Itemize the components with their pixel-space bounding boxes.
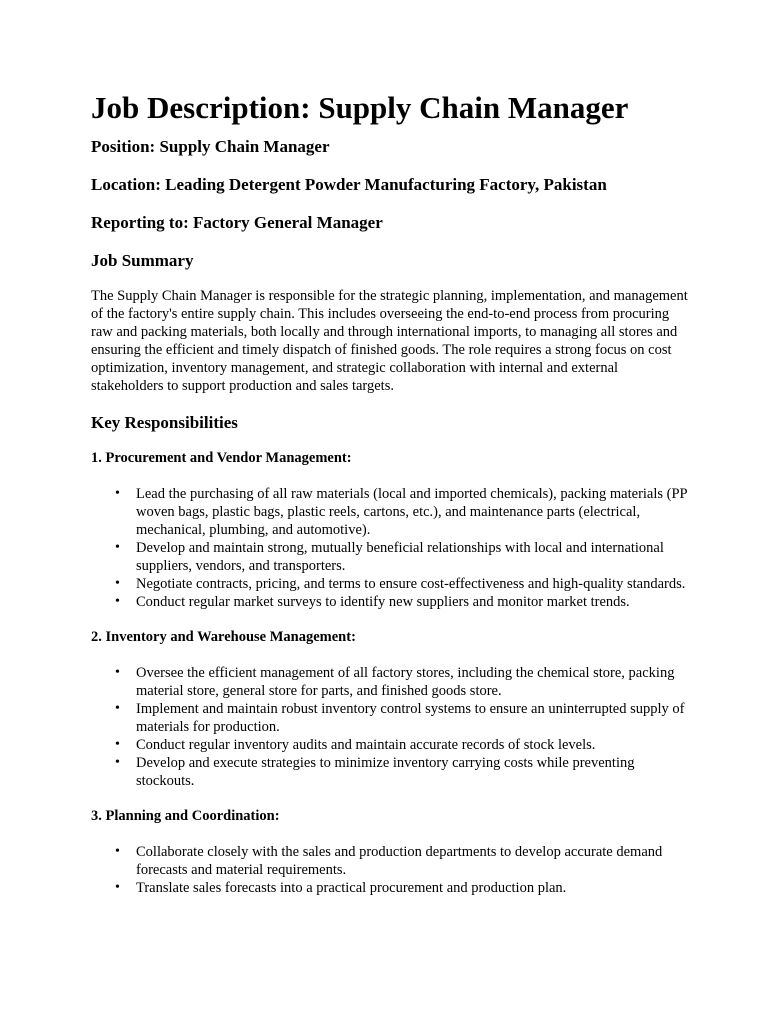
bullet-icon: • <box>115 540 120 555</box>
bullet-icon: • <box>115 701 120 716</box>
bullet-list <box>91 843 691 897</box>
bullet-icon: • <box>115 755 120 770</box>
location-line: Location: Leading Detergent Powder Manufacturing Factory, Pakistan <box>91 175 607 194</box>
list-item: • Conduct regular market surveys to identify new suppliers and monitor market trends. <box>115 594 630 610</box>
list-item: • Collaborate closely with the sales and production departments to develop accurate demand forecasts and material requirements. <box>115 844 663 878</box>
document-title: Job Description: Supply Chain Manager <box>91 90 629 125</box>
list-item: • Lead the purchasing of all raw materials (local and imported chemicals), packing materials (PP woven bags, plastic bags, plastic reels, cartons, etc.), and maintenance parts (electrical, mechanical, plumbing, and automotive). <box>115 486 688 538</box>
position-line: Position: Supply Chain Manager <box>91 137 330 156</box>
section-heading: 3. Planning and Coordination: <box>91 808 280 824</box>
list-item: • Implement and maintain robust inventory control systems to ensure an uninterrupted supply of materials for production. <box>115 701 685 735</box>
list-item: • Oversee the efficient management of all factory stores, including the chemical store, packing material store, general store for parts, and finished goods store. <box>115 665 675 699</box>
list-item: • Translate sales forecasts into a practical procurement and production plan. <box>115 880 567 896</box>
list-item: • Conduct regular inventory audits and maintain accurate records of stock levels. <box>115 737 596 753</box>
bullet-icon: • <box>115 880 120 895</box>
summary-heading: Job Summary <box>91 251 194 270</box>
section-heading: 1. Procurement and Vendor Management: <box>91 450 352 466</box>
list-item: • Develop and maintain strong, mutually beneficial relationships with local and international suppliers, vendors, and transporters. <box>115 540 664 574</box>
list-item: • Negotiate contracts, pricing, and terms to ensure cost-effectiveness and high-quality standards. <box>115 576 686 592</box>
responsibilities-heading: Key Responsibilities <box>91 413 238 432</box>
bullet-icon: • <box>115 486 120 501</box>
bullet-icon: • <box>115 665 120 680</box>
bullet-icon: • <box>115 844 120 859</box>
summary-paragraph: The Supply Chain Manager is responsible for the strategic planning, implementation, and management of the factory's entire supply chain. This includes overseeing the end-to-end process from procuring raw and packing materials, both locally and through international imports, to managing all stores and ensuring the efficient and timely dispatch of finished goods. The role requires a strong focus on cost optimization, inventory management, and strategic collaboration with internal and external stakeholders to support production and sales targets. <box>91 288 688 394</box>
list-item: • Develop and execute strategies to minimize inventory carrying costs while preventing stockouts. <box>115 755 635 789</box>
bullet-list <box>91 485 691 611</box>
bullet-icon: • <box>115 576 120 591</box>
bullet-icon: • <box>115 594 120 609</box>
reporting-line: Reporting to: Factory General Manager <box>91 213 383 232</box>
bullet-icon: • <box>115 737 120 752</box>
document-page <box>91 90 691 914</box>
section-heading: 2. Inventory and Warehouse Management: <box>91 629 356 645</box>
bullet-list <box>91 664 691 790</box>
